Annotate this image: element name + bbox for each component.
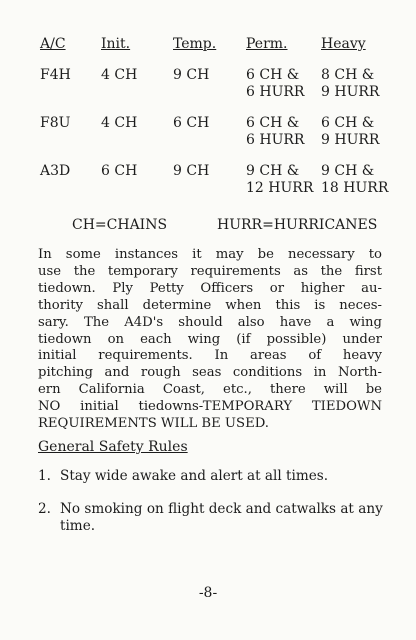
paragraph-line: ern California Coast, etc., there will be — [38, 382, 382, 398]
temporary-cell: 9 CH — [173, 67, 210, 83]
heavy-cell — [321, 67, 391, 115]
permanent-cell — [246, 115, 321, 163]
permanent-hurricanes: 12 HURR — [246, 180, 314, 196]
heavy-hurricanes: 18 HURR — [321, 180, 389, 196]
legend-chains: CH=CHAINS — [72, 217, 168, 233]
column-header-aircraft: A/C — [40, 36, 66, 52]
table-header-row — [40, 36, 391, 67]
list-item — [38, 468, 383, 485]
tiedown-requirements-table — [40, 36, 391, 197]
rule-number: 2. — [38, 501, 51, 517]
permanent-chains: 6 CH & — [246, 67, 300, 83]
permanent-hurricanes: 6 HURR — [246, 84, 305, 100]
paragraph-line: NO initial tiedowns-TEMPORARY TIEDOWN — [38, 399, 382, 415]
permanent-hurricanes: 6 HURR — [246, 132, 305, 148]
safety-rules-list — [38, 468, 383, 551]
heavy-chains: 8 CH & — [321, 67, 375, 83]
heavy-hurricanes: 9 HURR — [321, 84, 380, 100]
paragraph-line: tiedown. Ply Petty Officers or higher au- — [38, 280, 382, 296]
temporary-cell: 6 CH — [173, 115, 210, 131]
paragraph-line: thority shall determine when this is neces- — [38, 297, 382, 313]
heavy-chains: 6 CH & — [321, 115, 375, 131]
initial-cell: 4 CH — [101, 67, 138, 83]
rule-text: No smoking on flight deck and catwalks at any time. — [60, 501, 383, 534]
paragraph-line: sary. The A4D's should also have a wing — [38, 314, 382, 330]
legend-hurricanes: HURR=HURRICANES — [217, 217, 378, 233]
paragraph-line: use the temporary requirements as the first — [38, 263, 382, 279]
table-row — [40, 115, 391, 163]
column-header-heavy: Heavy — [321, 36, 366, 52]
heavy-chains: 9 CH & — [321, 163, 375, 179]
column-header-temporary: Temp. — [173, 36, 217, 52]
paragraph-line: pitching and rough seas conditions in North- — [38, 365, 382, 381]
permanent-cell — [246, 163, 321, 197]
initial-cell: 6 CH — [101, 163, 138, 179]
aircraft-cell: A3D — [40, 163, 71, 179]
rule-number: 1. — [38, 468, 51, 484]
heavy-hurricanes: 9 HURR — [321, 132, 380, 148]
heavy-cell — [321, 115, 391, 163]
permanent-chains: 9 CH & — [246, 163, 300, 179]
list-item — [38, 501, 383, 535]
table-row — [40, 67, 391, 115]
column-header-initial: Init. — [101, 36, 131, 52]
paragraph-line: In some instances it may be necessary to — [38, 247, 382, 262]
aircraft-cell: F8U — [40, 115, 71, 131]
column-header-permanent: Perm. — [246, 36, 288, 52]
rule-text: Stay wide awake and alert at all times. — [60, 468, 329, 484]
page-number: -8- — [198, 585, 218, 601]
general-safety-rules-heading: General Safety Rules — [38, 439, 188, 455]
paragraph-line: tiedown on each wing (if possible) under — [38, 331, 382, 347]
initial-cell: 4 CH — [101, 115, 138, 131]
heavy-cell — [321, 163, 391, 197]
aircraft-cell: F4H — [40, 67, 71, 83]
tiedown-instructions-paragraph — [38, 247, 382, 433]
temporary-cell: 9 CH — [173, 163, 210, 179]
permanent-cell — [246, 67, 321, 115]
permanent-chains: 6 CH & — [246, 115, 300, 131]
paragraph-line: REQUIREMENTS WILL BE USED. — [38, 416, 269, 432]
paragraph-line: initial requirements. In areas of heavy — [38, 348, 382, 364]
table-row — [40, 163, 391, 197]
